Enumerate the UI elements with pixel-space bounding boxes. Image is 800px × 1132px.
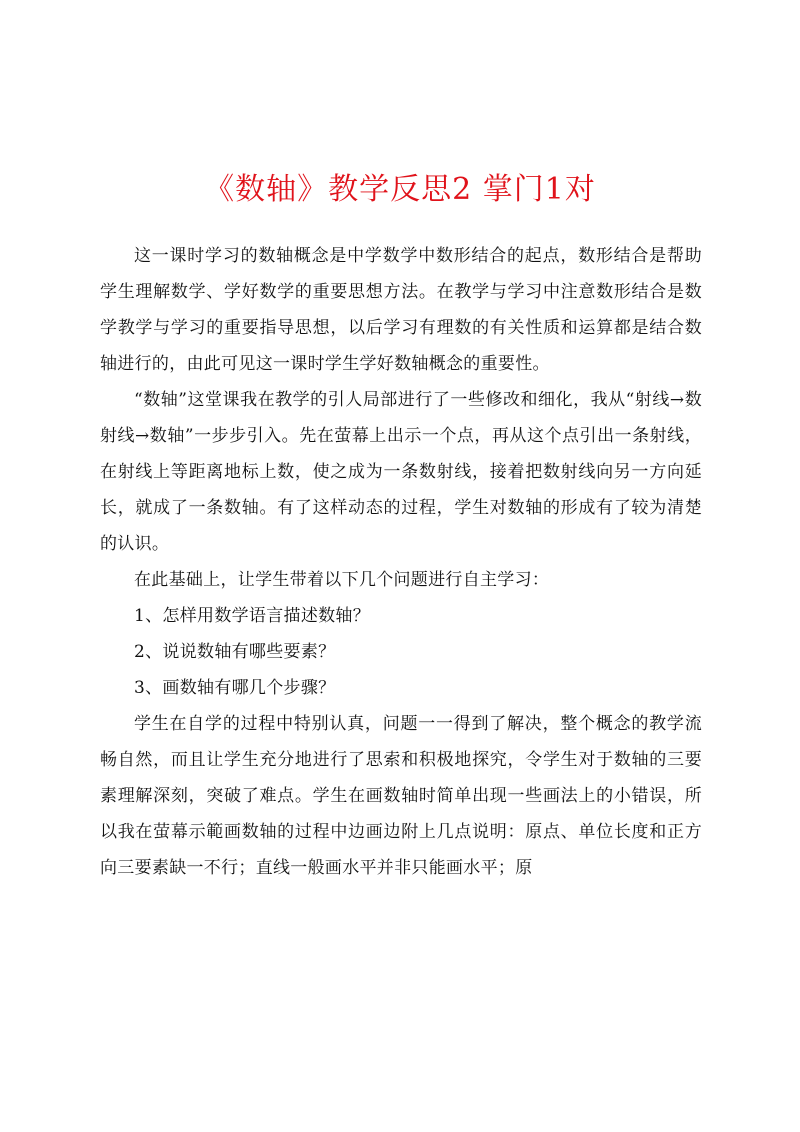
paragraph-self-study: 在此基础上，让学生带着以下几个问题进行自主学习： xyxy=(134,570,550,590)
paragraph-intro: 这一课时学习的数轴概念是中学数学中数形结合的起点，数形结合是帮助学生理解数学、学好数学的重要思想方法。在教学与学习中注意数形结合是数学教学与学习的重要指导思想，以后学习有理数的有关性质和运算都是结合数轴进行的，由此可见这一课时学生学好数轴概念的重要性。 xyxy=(100,246,702,374)
document-body xyxy=(100,238,702,886)
question-item-2: 2、说说数轴有哪些要素？ xyxy=(134,642,336,662)
paragraph-reflection: 学生在自学的过程中特别认真，问题一一得到了解决，整个概念的教学流畅自然，而且让学生充分地进行了思索和积极地探究，令学生对于数轴的三要素理解深刻，突破了难点。学生在画数轴时简单出现一些画法上的小错误，所以我在萤幕示範画数轴的过程中边画边附上几点说明：原点、单位长度和正方向三要素缺一不行；直线一般画水平并非只能画水平；原 xyxy=(100,714,702,878)
question-item-3: 3、画数轴有哪几个步骤？ xyxy=(134,678,336,698)
paragraph-lesson-design: “数轴”这堂课我在教学的引人局部进行了一些修改和细化，我从“射线→数射线→数轴”一步步引入。先在萤幕上出示一个点，再从这个点引出一条射线，在射线上等距离地标上数，使之成为一条数射线，接着把数射线向另一方向延长，就成了一条数轴。有了这样动态的过程，学生对数轴的形成有了较为清楚的认识。 xyxy=(100,390,702,554)
question-item-1: 1、怎样用数学语言描述数轴？ xyxy=(134,606,371,626)
document-title: 《数轴》教学反思2 掌门1对 xyxy=(204,172,596,207)
